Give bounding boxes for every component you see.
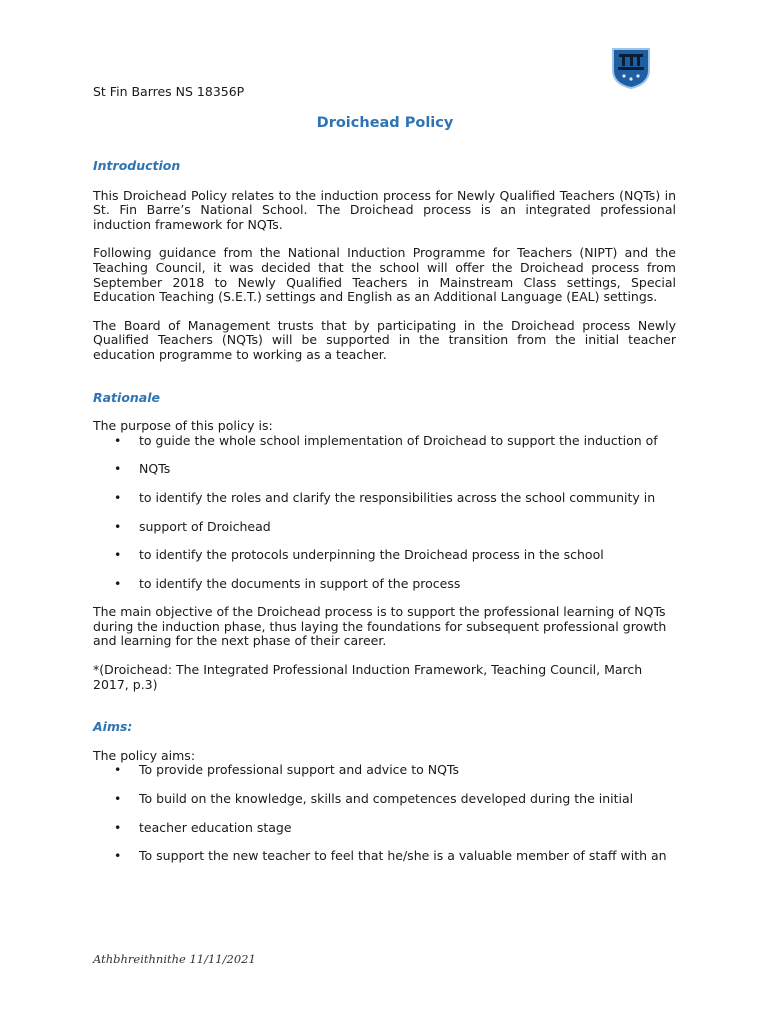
aims-list [93,763,676,863]
section-heading-rationale: Rationale [93,389,161,405]
document-body [93,159,676,864]
rationale-objective: The main objective of the Droichead process is to support the professional learning of NQTs during the induction phase, thus laying the foundations for subsequent professional growth and learning for the next phase of their career. [93,604,667,649]
list-item: • To support the new teacher to feel that he/she is a valuable member of staff with an [114,848,667,864]
intro-paragraph-1: This Droichead Policy relates to the induction process for Newly Qualified Teachers (NQTs) in St. Fin Barre’s National School. The Droichead process is an integrated professional induction framework for NQTs. [93,187,676,232]
list-item: • to guide the whole school implementation of Droichead to support the induction of [114,432,658,448]
rationale-list [93,434,676,592]
list-item: • to identify the protocols underpinning the Droichead process in the school [114,547,604,563]
list-item: • to identify the roles and clarify the responsibilities across the school community in [114,489,656,505]
intro-paragraph-2: Following guidance from the National Induction Programme for Teachers (NIPT) and the Teaching Council, it was decided that the school will offer the Droichead process from September 2018 to Newly Qualified Teachers in Mainstream Class settings, Special Education Teaching (S.E.T.) settings and English as an Additional Language (EAL) settings. [93,245,676,305]
list-item: • support of Droichead [114,518,271,534]
section-heading-aims: Aims: [93,719,133,735]
school-identifier: St Fin Barres NS 18356P [93,84,245,99]
document-title: Droichead Policy [316,115,454,131]
list-item: • To build on the knowledge, skills and competences developed during the initial [114,791,634,807]
list-item: • NQTs [114,461,171,477]
intro-paragraph-3: The Board of Management trusts that by participating in the Droichead process Newly Qualified Teachers (NQTs) will be supported in the transition from the initial teacher education programme to working as a teacher. [93,317,676,362]
revision-footer: Athbhreithnithe 11/11/2021 [93,952,256,966]
aims-intro: The policy aims: [93,747,196,763]
list-item: • teacher education stage [114,819,292,835]
list-item: • to identify the documents in support of the process [114,575,461,591]
rationale-intro: The purpose of this policy is: [93,418,273,434]
school-crest-logo [610,46,652,90]
list-item: • To provide professional support and advice to NQTs [114,762,460,778]
rationale-citation: *(Droichead: The Integrated Professional Induction Framework, Teaching Council, March 2017, p.3) [93,662,643,692]
section-heading-introduction: Introduction [93,158,181,173]
